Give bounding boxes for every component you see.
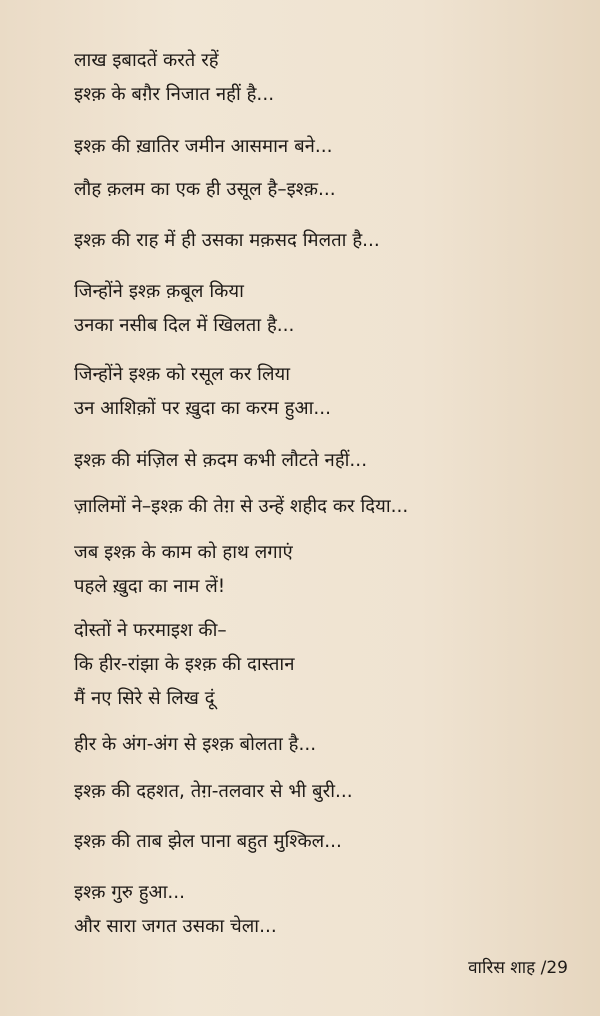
verse-line: इश्क़ की राह में ही उसका मक़सद मिलता है... bbox=[74, 230, 380, 251]
verse-line: उन आशिक़ों पर ख़ुदा का करम हुआ... bbox=[74, 398, 331, 419]
stanza-13 bbox=[74, 825, 342, 859]
verse-line: जब इश्क़ के काम को हाथ लगाएं bbox=[74, 542, 293, 563]
author-name: वारिस शाह bbox=[468, 958, 536, 978]
page-number: 29 bbox=[546, 958, 568, 978]
verse-line: जिन्होंने इश्क़ को रसूल कर लिया bbox=[74, 364, 291, 385]
verse-line: इश्क़ की दहशत, तेग़-तलवार से भी बुरी... bbox=[74, 781, 353, 802]
verse-line: इश्क़ की ख़ातिर जमीन आसमान बने... bbox=[74, 136, 333, 157]
verse-line: पहले ख़ुदा का नाम लें! bbox=[74, 576, 226, 597]
verse-line: लाख इबादतें करते रहें bbox=[74, 50, 219, 71]
verse-line: इश्क़ गुरु हुआ... bbox=[74, 882, 186, 903]
stanza-4 bbox=[74, 224, 380, 258]
stanza-1 bbox=[74, 44, 274, 112]
verse-line: मैं नए सिरे से लिख दूं bbox=[74, 688, 215, 709]
stanza-7 bbox=[74, 444, 367, 478]
verse-line: हीर के अंग-अंग से इश्क़ बोलता है... bbox=[74, 734, 317, 755]
stanza-6 bbox=[74, 358, 331, 426]
page-footer bbox=[468, 955, 568, 978]
verse-line: इश्क़ की मंज़िल से क़दम कभी लौटते नहीं... bbox=[74, 450, 368, 471]
verse-line: इश्क़ के बग़ैर निजात नहीं है... bbox=[74, 84, 275, 105]
stanza-11 bbox=[74, 728, 316, 762]
stanza-10 bbox=[74, 614, 294, 716]
verse-line: लौह क़लम का एक ही उसूल है–इश्क़... bbox=[74, 179, 336, 200]
verse-line: इश्क़ की ताब झेल पाना बहुत मुश्किल... bbox=[74, 831, 342, 852]
stanza-14 bbox=[74, 876, 277, 944]
verse-line: ज़ालिमों ने–इश्क़ की तेग़ से उन्हें शहीद कर दिया... bbox=[74, 496, 409, 517]
verse-line: जिन्होंने इश्क़ क़बूल किया bbox=[74, 281, 244, 302]
stanza-3 bbox=[74, 173, 336, 207]
stanza-12 bbox=[74, 775, 353, 809]
footer-separator: / bbox=[540, 958, 547, 978]
verse-line: और सारा जगत उसका चेला... bbox=[74, 916, 277, 937]
stanza-5 bbox=[74, 275, 294, 343]
verse-line: उनका नसीब दिल में खिलता है... bbox=[74, 315, 295, 336]
verse-line: दोस्तों ने फरमाइश की– bbox=[74, 620, 227, 641]
verse-line: कि हीर-रांझा के इश्क़ की दास्तान bbox=[74, 654, 295, 675]
stanza-9 bbox=[74, 536, 293, 604]
stanza-2 bbox=[74, 130, 333, 164]
stanza-8 bbox=[74, 490, 408, 524]
